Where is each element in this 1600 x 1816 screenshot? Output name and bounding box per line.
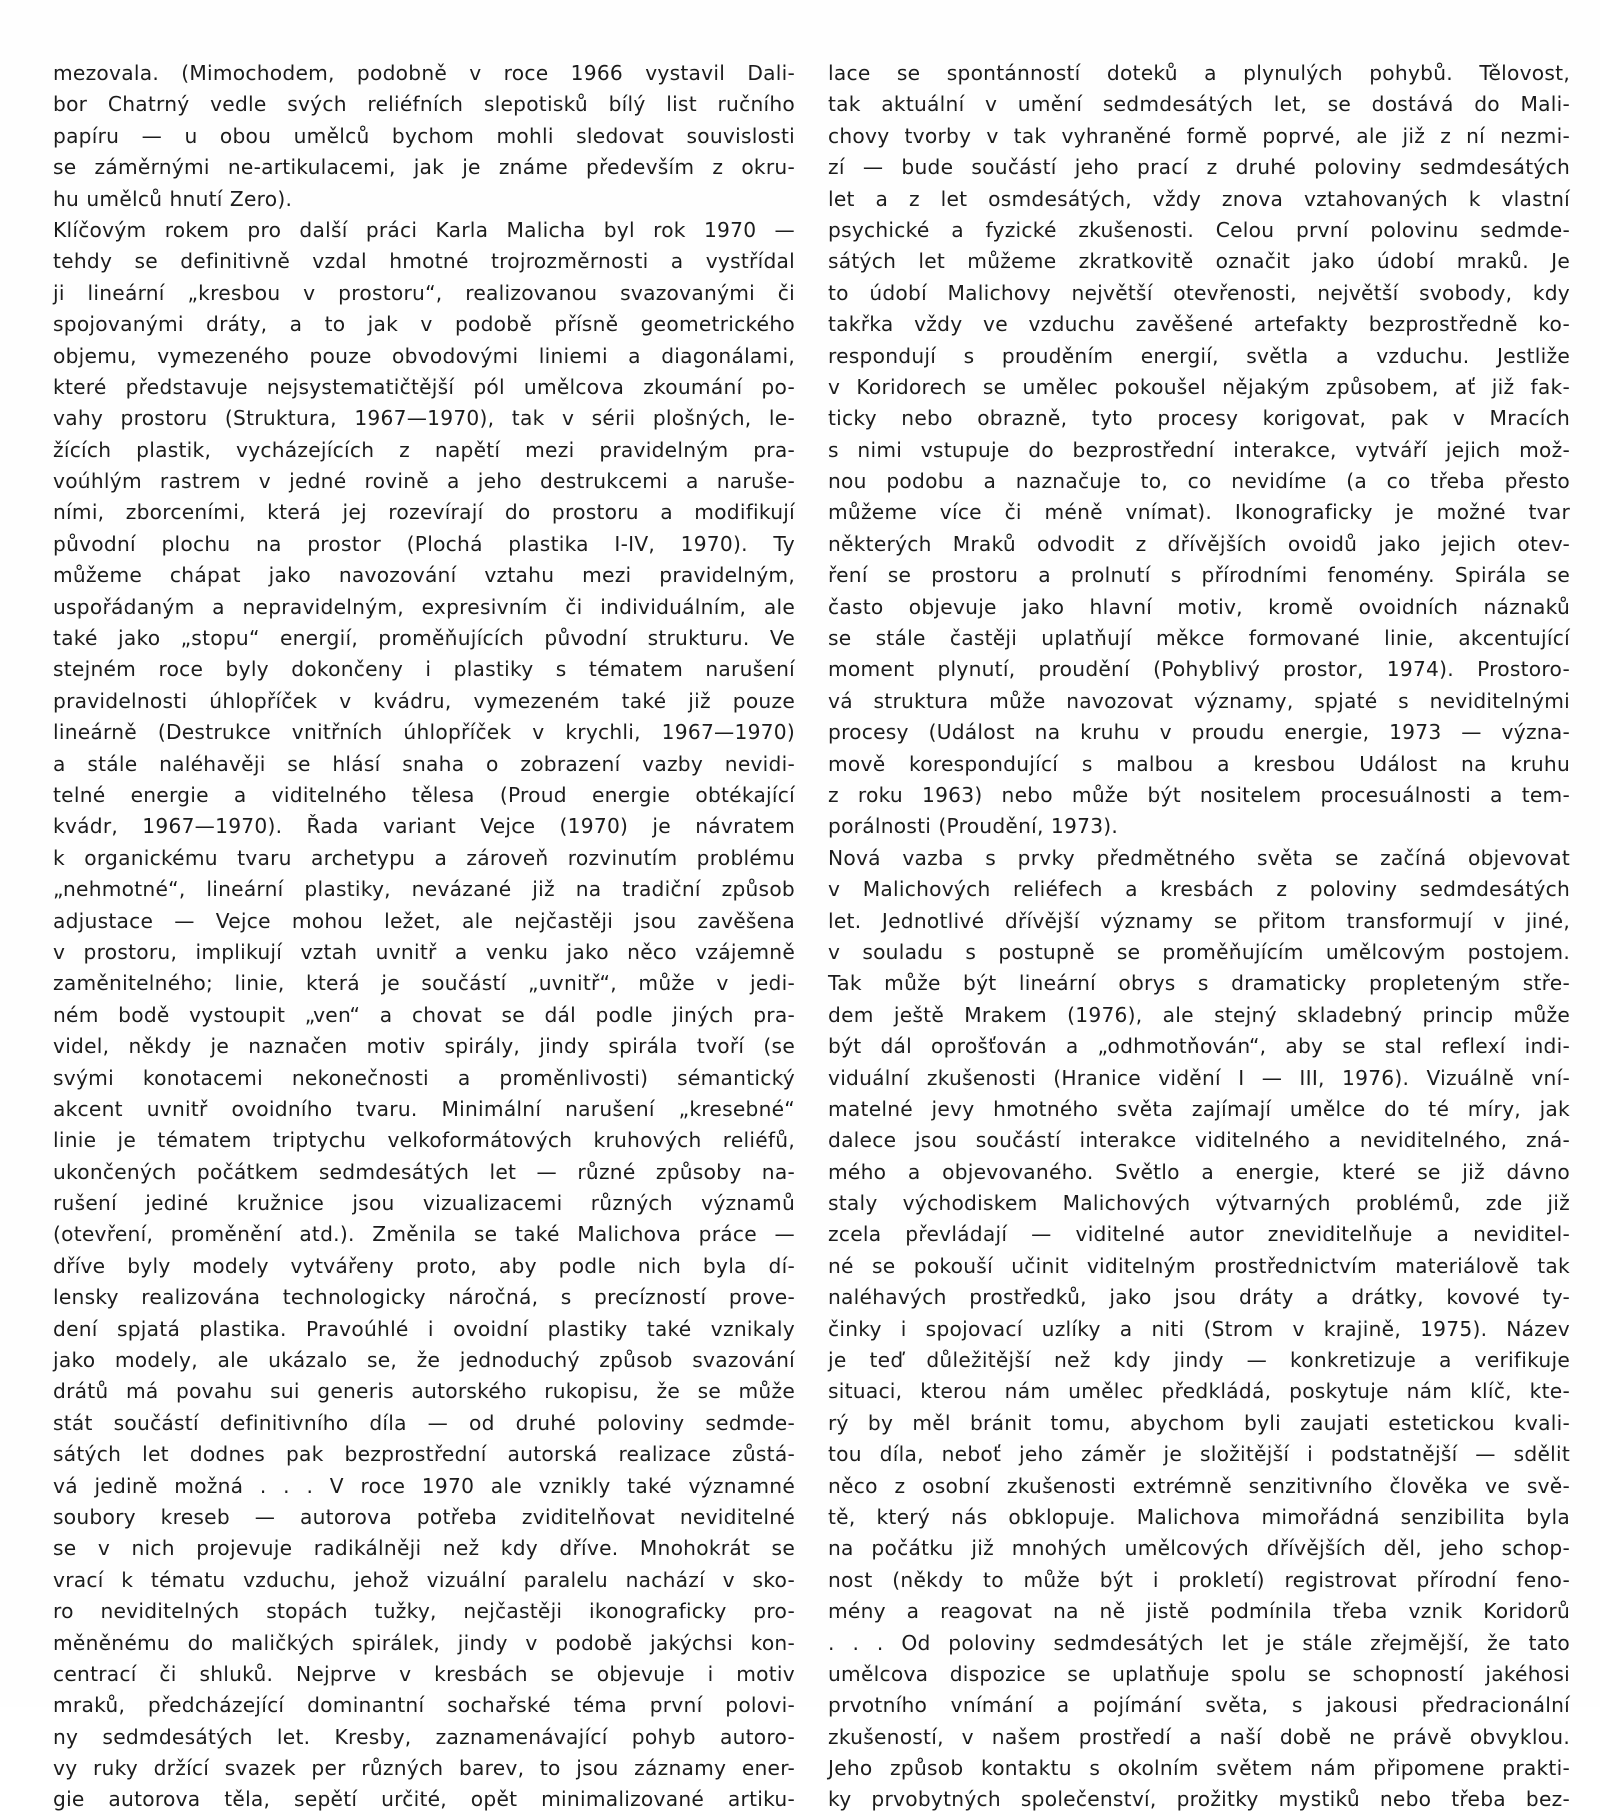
text-line: prvotního vnímání a pojímání světa, s jakousi předracionální xyxy=(828,1693,1570,1718)
text-line: hu umělců hnutí Zero). xyxy=(53,186,293,211)
text-line: adjustace — Vejce mohou ležet, ale nejčastěji jsou zavěšena xyxy=(53,908,795,933)
text-line: bor Chatrný vedle svých reliéfních slepotisků bílý list ručního xyxy=(53,92,795,117)
text-line: let. Jednotlivé dřívější významy se přitom transformují v jiné, xyxy=(828,908,1570,933)
text-line: být dál oprošťován a „odhmotňován“, aby se stal reflexí indi- xyxy=(828,1034,1570,1059)
text-line: centrací či shluků. Nejprve v kresbách se objevuje i motiv xyxy=(53,1661,795,1686)
text-line: vahy prostoru (Struktura, 1967—1970), tak v sérii plošných, le- xyxy=(53,406,795,431)
text-line: linie je tématem triptychu velkoformátových kruhových reliéfů, xyxy=(53,1128,795,1153)
text-line: né se pokouší učinit viditelným prostřednictvím materiálově tak xyxy=(828,1253,1570,1278)
text-line: matelné jevy hmotného světa zajímají umělce do té míry, jak xyxy=(828,1096,1570,1121)
text-line: staly východiskem Malichových výtvarných problémů, zde již xyxy=(828,1191,1570,1216)
text-line: telné energie a viditelného tělesa (Proud energie obtékající xyxy=(53,782,795,807)
text-line: můžeme více či méně vnímat). Ikonograficky je možné tvar xyxy=(828,500,1570,525)
text-line: chovy tvorby v tak vyhraněné formě poprvé, ale již z ní nezmi- xyxy=(828,123,1570,148)
text-line: viduální zkušenosti (Hranice vidění I — III, 1976). Vizuálně vní- xyxy=(828,1065,1570,1090)
text-line: respondují s prouděním energií, světla a vzduchu. Jestliže xyxy=(828,343,1570,368)
text-line: rý by měl bránit tomu, abychom byli zaujati estetickou kvali- xyxy=(828,1410,1570,1435)
text-line: ními, zborceními, která jej rozevírají do prostoru a modifikují xyxy=(53,500,795,525)
text-line: ny sedmdesátých let. Kresby, zaznamenávající pohyb autoro- xyxy=(53,1724,795,1749)
text-line: naléhavých prostředků, jako jsou dráty a drátky, kovové ty- xyxy=(828,1285,1570,1310)
text-line: na počátku již mnohých umělcových dřívějších děl, jeho schop- xyxy=(828,1536,1570,1561)
text-line: rušení jediné kružnice jsou vizualizacemi různých významů xyxy=(53,1191,795,1216)
text-line: v prostoru, implikují vztah uvnitř a venku jako něco vzájemně xyxy=(53,939,795,964)
text-line: moment plynutí, proudění (Pohyblivý prostor, 1974). Prostoro- xyxy=(828,657,1570,682)
text-line: činky i spojovací uzlíky a niti (Strom v krajině, 1975). Název xyxy=(828,1316,1570,1341)
text-line: dení spjatá plastika. Pravoúhlé i ovoidní plastiky také vznikaly xyxy=(53,1316,795,1341)
text-line: sátých let můžeme zkratkovitě označit jako údobí mraků. Je xyxy=(828,249,1570,274)
text-line: spojovanými dráty, a to jak v podobě přísně geometrického xyxy=(53,312,795,337)
paragraph xyxy=(828,58,1570,843)
text-line: stát součástí definitivního díla — od druhé poloviny sedmde- xyxy=(53,1410,795,1435)
text-line: takřka vždy ve vzduchu zavěšené artefakty bezprostředně ko- xyxy=(828,312,1570,337)
text-line: lensky realizována technologicky náročná, s precízností prove- xyxy=(53,1285,795,1310)
text-line: vy ruky držící svazek per různých barev, to jsou záznamy ener- xyxy=(53,1756,795,1781)
text-line: porálnosti (Proudění, 1973). xyxy=(828,814,1119,839)
text-line: mény a reagovat na ně jistě podmínila třeba vznik Koridorů xyxy=(828,1599,1570,1624)
text-line: voúhlým rastrem v jedné rovině a jeho destrukcemi a naruše- xyxy=(53,469,795,494)
text-line: tě, který nás obklopuje. Malichova mimořádná senzibilita byla xyxy=(828,1504,1570,1529)
text-line: tehdy se definitivně vzdal hmotné trojrozměrnosti a vystřídal xyxy=(53,249,795,274)
text-line: . . . Od poloviny sedmdesátých let je stále zřejmější, že tato xyxy=(828,1630,1570,1655)
text-line: Klíčovým rokem pro další práci Karla Malicha byl rok 1970 — xyxy=(53,217,795,242)
text-line: s nimi vstupuje do bezprostřední interakce, vytváří jejich mož- xyxy=(828,437,1570,462)
text-line: v souladu s postupně se proměňujícím umělcovým postojem. xyxy=(828,939,1570,964)
text-line: žících plastik, vycházejících z napětí mezi pravidelným pra- xyxy=(53,437,795,462)
text-line: mraků, předcházející dominantní sochařské téma první polovi- xyxy=(53,1693,795,1718)
paragraph xyxy=(53,58,795,215)
text-line: nost (někdy to může být i prokletí) registrovat přírodní feno- xyxy=(828,1567,1570,1592)
text-line: zcela převládají — viditelné autor zneviditelňuje a neviditel- xyxy=(828,1222,1570,1247)
text-line: vá jedině možná . . . V roce 1970 ale vznikly také významné xyxy=(53,1473,795,1498)
text-line: Jeho způsob kontaktu s okolním světem nám připomene prakti- xyxy=(828,1756,1570,1781)
text-line: často objevuje jako hlavní motiv, kromě ovoidních náznaků xyxy=(828,594,1570,619)
text-line: původní plochu na prostor (Plochá plastika I-IV, 1970). Ty xyxy=(53,531,795,556)
text-line: Tak může být lineární obrys s dramaticky propleteným stře- xyxy=(828,971,1570,996)
text-line: tou díla, neboť jeho záměr je složitější i podstatnější — sdělit xyxy=(828,1442,1570,1467)
text-line: dem ještě Mrakem (1976), ale stejný skladebný princip může xyxy=(828,1002,1570,1027)
text-line: stejném roce byly dokončeny i plastiky s tématem narušení xyxy=(53,657,795,682)
text-line: a stále naléhavěji se hlásí snaha o zobrazení vazby nevidi- xyxy=(53,751,795,776)
text-line: tak aktuální v umění sedmdesátých let, se dostává do Mali- xyxy=(828,92,1570,117)
text-line: procesy (Událost na kruhu v proudu energie, 1973 — význa- xyxy=(828,720,1570,745)
text-line: se záměrnými ne-artikulacemi, jak je známe především z okru- xyxy=(53,155,795,180)
text-line: můžeme chápat jako navozování vztahu mezi pravidelným, xyxy=(53,563,795,588)
text-line: soubory kreseb — autorova potřeba zviditelňovat neviditelné xyxy=(53,1504,795,1529)
text-line: „nehmotné“, lineární plastiky, nevázané již na tradiční způsob xyxy=(53,877,795,902)
text-line: v Koridorech se umělec pokoušel nějakým způsobem, ať již fak- xyxy=(828,374,1570,399)
paragraph xyxy=(828,843,1570,1816)
text-line: svými konotacemi nekonečnosti a proměnlivosti) sémantický xyxy=(53,1065,795,1090)
text-line: vá struktura může navozovat významy, spjaté s neviditelnými xyxy=(828,688,1570,713)
text-line: zí — bude součástí jeho prací z druhé poloviny sedmdesátých xyxy=(828,155,1570,180)
text-line: dříve byly modely vytvářeny proto, aby podle nich byla dí- xyxy=(53,1253,795,1278)
text-line: ro neviditelných stopách tužky, nejčastěji ikonograficky pro- xyxy=(53,1599,795,1624)
text-line: (otevření, proměnění atd.). Změnila se také Malichova práce — xyxy=(53,1222,795,1247)
text-line: zkušeností, v našem prostředí a naší době ne právě obvyklou. xyxy=(828,1724,1570,1749)
text-line: pravidelnosti úhlopříček v kvádru, vymezeném také již pouze xyxy=(53,688,795,713)
text-line: objemu, vymezeného pouze obvodovými liniemi a diagonálami, xyxy=(53,343,795,368)
text-line: psychické a fyzické zkušenosti. Celou první polovinu sedmde- xyxy=(828,217,1570,242)
text-line: některých Mraků odvodit z dřívějších ovoidů jako jejich otev- xyxy=(828,531,1570,556)
text-line: zaměnitelného; linie, která je součástí „uvnitř“, může v jedi- xyxy=(53,971,795,996)
text-line: let a z let osmdesátých, vždy znova vztahovaných k vlastní xyxy=(828,186,1570,211)
text-line: papíru — u obou umělců bychom mohli sledovat souvislosti xyxy=(53,123,795,148)
left-text-column xyxy=(53,58,795,1816)
text-line: mově korespondující s malbou a kresbou Událost na kruhu xyxy=(828,751,1570,776)
text-line: nou podobu a naznačuje to, co nevidíme (a co třeba přesto xyxy=(828,469,1570,494)
right-text-column xyxy=(828,58,1570,1816)
text-line: mezovala. (Mimochodem, podobně v roce 1966 vystavil Dali- xyxy=(53,61,795,85)
text-line: umělcova dispozice se uplatňuje spolu se schopností jakéhosi xyxy=(828,1661,1570,1686)
text-line: vrací k tématu vzduchu, jehož vizuální paralelu nachází v sko- xyxy=(53,1567,795,1592)
text-line: ukončených počátkem sedmdesátých let — různé způsoby na- xyxy=(53,1159,795,1184)
text-line: k organickému tvaru archetypu a zároveň rozvinutím problému xyxy=(53,845,795,870)
text-line: ření se prostoru a prolnutí s přírodními fenomény. Spirála se xyxy=(828,563,1570,588)
text-line: které představuje nejsystematičtější pól umělcova zkoumání po- xyxy=(53,374,795,399)
text-line: uspořádaným a nepravidelným, expresivním či individuálním, ale xyxy=(53,594,795,619)
text-line: akcent uvnitř ovoidního tvaru. Minimální narušení „kresebné“ xyxy=(53,1096,795,1121)
text-line: měněnému do maličkých spirálek, jindy v podobě jakýchsi kon- xyxy=(53,1630,795,1655)
text-line: situaci, kterou nám umělec předkládá, poskytuje nám klíč, kte- xyxy=(828,1379,1570,1404)
text-line: kvádr, 1967—1970). Řada variant Vejce (1970) je návratem xyxy=(53,814,795,839)
text-line: v Malichových reliéfech a kresbách z poloviny sedmdesátých xyxy=(828,877,1570,902)
text-line: mého a objevovaného. Světlo a energie, které se již dávno xyxy=(828,1159,1570,1184)
text-line: z roku 1963) nebo může být nositelem procesuálnosti a tem- xyxy=(828,782,1570,807)
text-line: jako modely, ale ukázalo se, že jednoduchý způsob svazování xyxy=(53,1348,795,1373)
text-line: drátů má povahu sui generis autorského rukopisu, že se může xyxy=(53,1379,795,1404)
text-line: ji lineární „kresbou v prostoru“, realizovanou svazovanými či xyxy=(53,280,795,305)
text-line: Nová vazba s prvky předmětného světa se začíná objevovat xyxy=(828,845,1570,870)
text-line: dalece jsou součástí interakce viditelného a neviditelného, zná- xyxy=(828,1128,1570,1153)
text-line: lineárně (Destrukce vnitřních úhlopříček v krychli, 1967—1970) xyxy=(53,720,795,745)
text-line: to údobí Malichovy největší otevřenosti, největší svobody, kdy xyxy=(828,280,1570,305)
text-line: se v nich projevuje radikálněji než kdy dříve. Mnohokrát se xyxy=(53,1536,795,1561)
text-line: něco z osobní zkušenosti extrémně senzitivního člověka ve svě- xyxy=(828,1473,1570,1498)
text-line: lace se spontánností doteků a plynulých pohybů. Tělovost, xyxy=(828,61,1570,85)
text-line: je teď důležitější než kdy jindy — konkretizuje a verifikuje xyxy=(828,1348,1570,1373)
text-line: také jako „stopu“ energií, proměňujících původní strukturu. Ve xyxy=(53,626,795,651)
text-line: se stále častěji uplatňují měkce formované linie, akcentující xyxy=(828,626,1570,651)
text-line: ticky nebo obrazně, tyto procesy korigovat, pak v Mracích xyxy=(828,406,1570,431)
text-line: videl, někdy je naznačen motiv spirály, jindy spirála tvoří (se xyxy=(53,1034,795,1059)
text-line: ném bodě vystoupit „ven“ a chovat se dál podle jiných pra- xyxy=(53,1002,795,1027)
text-line: gie autorova těla, sepětí určité, opět minimalizované artiku- xyxy=(53,1787,795,1812)
text-line: sátých let dodnes pak bezprostřední autorská realizace zůstá- xyxy=(53,1442,795,1467)
text-line: ky prvobytných společenství, prožitky mystiků nebo třeba bez- xyxy=(828,1787,1570,1812)
paragraph xyxy=(53,215,795,1816)
